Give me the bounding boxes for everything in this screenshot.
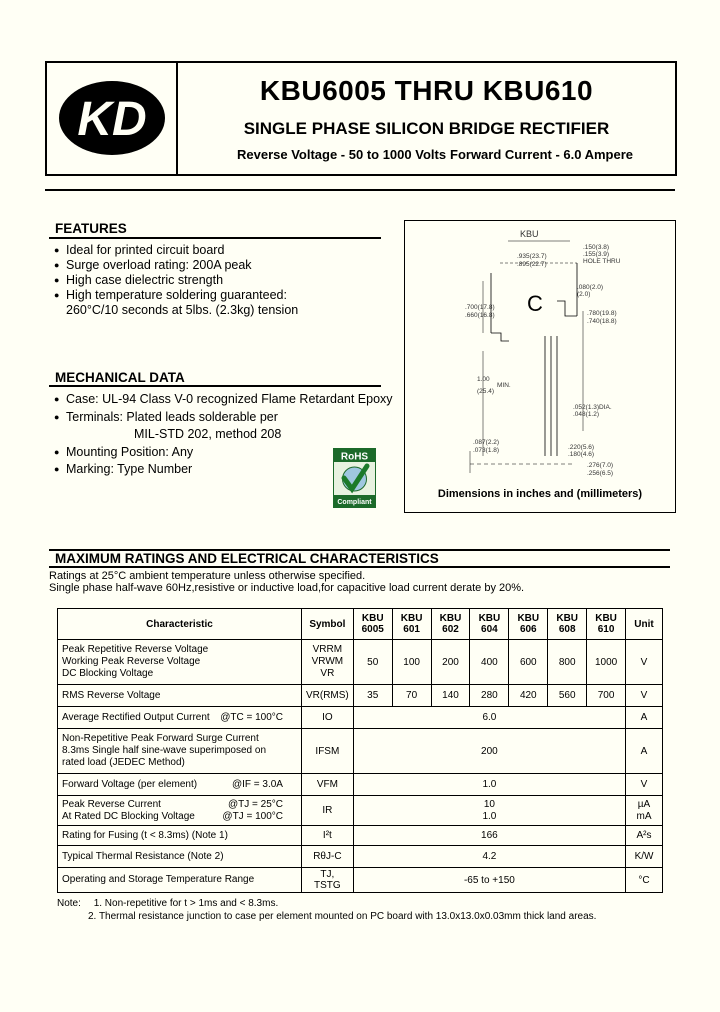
cell-unit: A [626,707,663,729]
cell-symbol: TJ, TSTG [301,868,353,893]
cell-symbol: I²t [301,826,353,846]
list-item: ● High temperature soldering guaranteed: [54,288,394,303]
cell-value: 700 [587,685,626,707]
col-part: KBU 6005 [353,609,392,640]
dim-label: .276(7.0) [587,462,614,469]
list-item: ● Mounting Position: Any [54,444,399,462]
dim-label: .073(1.8) [473,447,500,454]
col-part: KBU 604 [470,609,509,640]
cell-symbol: IFSM [301,729,353,774]
cell-value: 1.0 [353,774,625,796]
cell-characteristic: Peak Reverse Current @TJ = 25°C At Rated DC Blocking Voltage @TJ = 100°C [58,796,302,826]
col-characteristic: Characteristic [58,609,302,640]
dim-label: .080(2.0) [577,284,604,291]
cell-value: 280 [470,685,509,707]
cell-value: 35 [353,685,392,707]
dim-label: .052(1.3)DIA. [573,404,612,411]
cell-symbol: VR(RMS) [301,685,353,707]
table-row [58,640,663,685]
cell-unit: µA mA [626,796,663,826]
cell-value: 1000 [587,640,626,685]
dim-label: .155(3.9) [583,251,610,258]
mechanical-title: MECHANICAL DATA [55,370,185,385]
cell-value: 70 [392,685,431,707]
list-item: ● Case: UL-94 Class V-0 recognized Flame Retardant Epoxy [54,391,399,409]
dim-label: .935(23.7) [517,253,547,260]
svg-text:C: C [527,291,543,316]
cell-value: 560 [548,685,587,707]
cell-unit: °C [626,868,663,893]
cell-value: 200 [353,729,625,774]
forward-current-spec: Forward Current - 6.0 Ampere [450,147,634,162]
cell-characteristic: Rating for Fusing (t < 8.3ms) (Note 1) [58,826,302,846]
cell-characteristic: Forward Voltage (per element) @IF = 3.0A [58,774,302,796]
col-part: KBU 608 [548,609,587,640]
ratings-note-1: Ratings at 25°C ambient temperature unless otherwise specified. [49,570,366,582]
list-item: ● Ideal for printed circuit board [54,243,394,258]
cell-unit: K/W [626,846,663,868]
note-2: 2. Thermal resistance junction to case per element mounted on PC board with 13.0x13.0x0.03mm thick land areas. [88,911,597,922]
dim-label: .780(19.8) [587,310,617,317]
dim-label: .256(6.5) [587,470,614,477]
dim-label: 1.00 [477,376,490,383]
package-outline [405,221,677,491]
cell-unit: A [626,729,663,774]
ratings-note-2: Single phase half-wave 60Hz,resistive or inductive load,for capacitive load current derate by 20%. [49,582,525,594]
note-1: 1. Non-repetitive for t > 1ms and < 8.3ms. [93,898,279,909]
dim-label: (2.0) [577,291,591,298]
rohs-compliant-badge [333,448,376,508]
cell-value: 800 [548,640,587,685]
features-list [54,243,394,318]
dim-label: .700(17.8) [465,304,495,311]
cell-characteristic: Operating and Storage Temperature Range [58,868,302,893]
cell-value: 200 [431,640,470,685]
col-part: KBU 606 [509,609,548,640]
list-item: ● Marking: Type Number [54,461,399,479]
page-subtitle: SINGLE PHASE SILICON BRIDGE RECTIFIER [243,119,610,138]
cell-value: 100 [392,640,431,685]
dim-label: .180(4.6) [568,451,595,458]
notes [57,897,596,923]
table-row [58,796,663,826]
list-item-continuation: 260°C/10 seconds at 5lbs. (2.3kg) tension [66,303,299,317]
cell-value: 140 [431,685,470,707]
col-unit: Unit [626,609,663,640]
dimension-diagram [404,220,676,513]
col-part: KBU 602 [431,609,470,640]
col-part: KBU 610 [587,609,626,640]
header-box [45,61,677,176]
dim-label: .087(2.2) [473,439,500,446]
diagram-caption: Dimensions in inches and (millimeters) [437,488,643,500]
list-item-continuation: MIL-STD 202, method 208 [134,427,282,441]
cell-characteristic: RMS Reverse Voltage [58,685,302,707]
rohs-label: RoHS [340,451,369,463]
ratings-table [57,608,663,893]
cell-unit: V [626,640,663,685]
cell-unit: V [626,774,663,796]
cell-value: 400 [470,640,509,685]
cell-characteristic: Average Rectified Output Current @TC = 100°C [58,707,302,729]
table-row [58,846,663,868]
logo-text: KD [77,93,147,146]
cell-value: 50 [353,640,392,685]
cell-symbol: IR [301,796,353,826]
cell-characteristic: Non-Repetitive Peak Forward Surge Current 8.3ms Single half sine-wave superimposed on rated load (JEDEC Method) [58,729,302,774]
header-rule [45,189,675,191]
kd-logo [57,79,167,157]
page-title: KBU6005 THRU KBU610 [259,75,594,106]
cell-symbol: IO [301,707,353,729]
cell-value: 6.0 [353,707,625,729]
dim-label: .895(22.7) [517,261,547,268]
dim-label: .048(1.2) [573,411,600,418]
cell-value: 420 [509,685,548,707]
reverse-voltage-spec: Reverse Voltage - 50 to 1000 Volts [237,147,447,162]
cell-value: 600 [509,640,548,685]
dim-label: (25.4) [477,388,494,395]
cell-symbol: RθJ-C [301,846,353,868]
cell-value: 166 [353,826,625,846]
table-row [58,774,663,796]
features-title: FEATURES [55,221,127,236]
col-symbol: Symbol [301,609,353,640]
cell-characteristic: Typical Thermal Resistance (Note 2) [58,846,302,868]
cell-value: 4.2 [353,846,625,868]
list-item: ● High case dielectric strength [54,273,394,288]
dim-label: .150(3.8) [583,244,610,251]
ratings-title: MAXIMUM RATINGS AND ELECTRICAL CHARACTERISTICS [55,551,439,566]
table-row [58,685,663,707]
dim-label: MIN. [497,382,511,389]
dim-label: .220(5.6) [568,444,595,451]
list-item: ● Surge overload rating: 200A peak [54,258,394,273]
cell-symbol: VRRM VRWM VR [301,640,353,685]
table-row [58,729,663,774]
package-name: KBU [520,229,539,239]
table-row [58,868,663,893]
dim-label: .660(16.8) [465,312,495,319]
ratings-underline [49,566,670,568]
rohs-compliant-label: Compliant [337,499,372,506]
cell-unit: V [626,685,663,707]
table-row [58,826,663,846]
mechanical-underline [49,385,381,387]
cell-unit: A²s [626,826,663,846]
table-header-row [58,609,663,640]
cell-characteristic: Peak Repetitive Reverse Voltage Working Peak Reverse Voltage DC Blocking Voltage [58,640,302,685]
cell-symbol: VFM [301,774,353,796]
table-row [58,707,663,729]
list-item: ● Terminals: Plated leads solderable per [54,409,399,427]
dim-label: .740(18.8) [587,318,617,325]
col-part: KBU 601 [392,609,431,640]
dim-label: HOLE THRU [583,258,621,265]
cell-value: -65 to +150 [353,868,625,893]
notes-label: Note: [57,898,81,909]
features-underline [49,237,381,239]
cell-value: 10 1.0 [353,796,625,826]
